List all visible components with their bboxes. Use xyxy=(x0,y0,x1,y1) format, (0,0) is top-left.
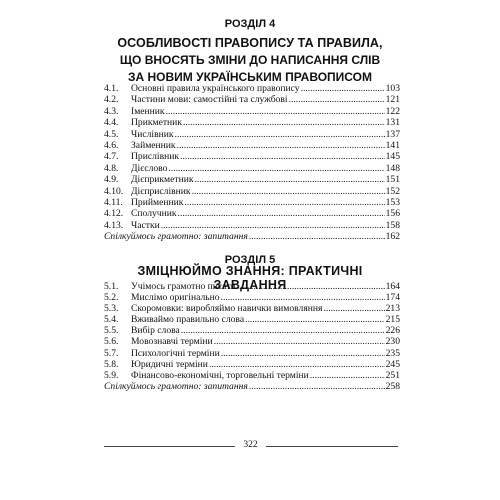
dot-leader xyxy=(289,94,385,105)
toc-entry-title: Спілкуймось грамотно: запитання xyxy=(104,231,248,243)
toc-entry-title: Юридичні терміни xyxy=(131,358,208,370)
dot-leader xyxy=(161,220,385,231)
toc-entry[interactable] xyxy=(104,314,400,325)
toc-entry-page: 121 xyxy=(385,94,400,106)
toc-entry-title: Основні правила українського правопису xyxy=(131,83,300,94)
toc-entry-number: 5.9. xyxy=(104,369,119,381)
toc-entry-number: 4.2. xyxy=(104,94,119,106)
toc-entry-title: Психологічні терміни xyxy=(131,347,220,359)
dot-leader xyxy=(214,336,385,347)
dot-leader xyxy=(183,117,385,128)
footer-rule-left xyxy=(104,446,235,447)
toc-entry-title: Вибір слова xyxy=(131,325,180,337)
toc-entry[interactable] xyxy=(104,174,400,185)
section-4-label: РОЗДІЛ 4 xyxy=(224,18,276,30)
dot-leader xyxy=(184,197,384,208)
toc-entry-title: Скоромовки: виробляймо навички вимовляння xyxy=(131,303,323,315)
toc-entry[interactable] xyxy=(104,336,400,347)
toc-entry[interactable] xyxy=(104,197,400,208)
dot-leader xyxy=(301,83,385,94)
dot-leader xyxy=(177,140,385,151)
toc-entry-number: 4.4. xyxy=(104,117,119,129)
toc-entry-page: 213 xyxy=(385,303,400,315)
toc-entry-number: 4.6. xyxy=(104,139,119,151)
toc-entry-number: 5.6. xyxy=(104,336,119,348)
toc-entry-number: 4.11. xyxy=(104,196,123,208)
dot-leader xyxy=(221,292,385,303)
page-number: 322 xyxy=(243,440,258,450)
dot-leader xyxy=(195,174,385,185)
toc-entry[interactable] xyxy=(104,281,400,292)
section-4-toc xyxy=(104,83,400,242)
toc-entry-title: Частини мови: самостійні та службові xyxy=(131,94,288,106)
toc-entry[interactable] xyxy=(104,94,400,105)
toc-entry-page: 151 xyxy=(385,174,400,186)
toc-entry[interactable] xyxy=(104,186,400,197)
dot-leader xyxy=(168,163,384,174)
toc-entry-page: 148 xyxy=(385,162,400,174)
dot-leader xyxy=(175,129,385,140)
toc-entry-page: 103 xyxy=(385,83,400,94)
toc-entry-page: 153 xyxy=(385,196,400,208)
toc-entry-title: Спілкуймось грамотно: запитання xyxy=(104,380,248,392)
toc-entry[interactable] xyxy=(104,208,400,219)
section-5-toc xyxy=(104,281,400,392)
toc-entry-number: 4.5. xyxy=(104,128,119,140)
toc-entry-page: 141 xyxy=(385,139,400,151)
dot-leader xyxy=(180,151,385,162)
section-4-title-line-3: ЗА НОВИМ УКРАЇНСЬКИМ ПРАВОПИСОМ xyxy=(128,70,372,84)
toc-entry[interactable] xyxy=(104,140,400,151)
dot-leader xyxy=(249,381,385,392)
section-4-title-line-2: ЩО ВНОСЯТЬ ЗМІНИ ДО НАПИСАННЯ СЛІВ xyxy=(119,53,381,67)
toc-entry-page: 174 xyxy=(385,292,400,304)
toc-entry-number: 4.1. xyxy=(104,83,119,94)
toc-entry-page: 152 xyxy=(385,185,400,197)
toc-entry-number: 4.9. xyxy=(104,174,119,186)
toc-entry-page: 162 xyxy=(385,231,400,243)
dot-leader xyxy=(209,359,385,370)
toc-entry-title: Дієприкметник xyxy=(131,174,194,186)
toc-entry[interactable] xyxy=(104,151,400,162)
dot-leader xyxy=(166,106,385,117)
toc-entry-number: 4.12. xyxy=(104,208,124,220)
toc-entry[interactable] xyxy=(104,220,400,231)
toc-entry-title: Вживаймо правильно слова xyxy=(131,314,245,326)
toc-entry-number: 4.7. xyxy=(104,151,119,163)
toc-entry[interactable] xyxy=(104,83,400,94)
toc-entry[interactable] xyxy=(104,129,400,140)
dot-leader xyxy=(237,281,385,292)
dot-leader xyxy=(178,208,385,219)
toc-entry-page: 156 xyxy=(385,208,400,220)
section-5-label: РОЗДІЛ 5 xyxy=(224,254,276,266)
toc-entry-number: 5.8. xyxy=(104,358,119,370)
section-4-title-line-1: ОСОБЛИВОСТІ ПРАВОПИСУ ТА ПРАВИЛА, xyxy=(117,36,383,50)
toc-entry-page: 215 xyxy=(385,314,400,326)
dot-leader xyxy=(192,186,385,197)
toc-entry-title: Фінансово-економічні, торговельні терміни xyxy=(131,369,309,381)
toc-entry[interactable] xyxy=(104,163,400,174)
toc-entry-title: Прийменник xyxy=(131,196,184,208)
toc-entry-number: 4.10. xyxy=(104,185,124,197)
footer-rule-right xyxy=(266,446,398,447)
toc-entry-number: 5.4. xyxy=(104,314,119,326)
toc-entry-title: Учімось грамотно писати xyxy=(131,281,236,292)
toc-entry-page: 245 xyxy=(385,358,400,370)
toc-entry-number: 5.7. xyxy=(104,347,119,359)
toc-entry[interactable] xyxy=(104,117,400,128)
toc-entry-title: Мовознавчі терміни xyxy=(131,336,213,348)
toc-closing-entry[interactable] xyxy=(104,231,400,242)
toc-entry-number: 4.3. xyxy=(104,105,119,117)
toc-entry-number: 5.3. xyxy=(104,303,119,315)
toc-entry-page: 226 xyxy=(385,325,400,337)
toc-entry-page: 137 xyxy=(385,128,400,140)
toc-entry-title: Дієприслівник xyxy=(131,185,191,197)
dot-leader xyxy=(245,314,385,325)
toc-entry-title: Сполучник xyxy=(131,208,177,220)
toc-entry[interactable] xyxy=(104,106,400,117)
dot-leader xyxy=(310,370,385,381)
dot-leader xyxy=(323,303,384,314)
toc-entry-number: 5.5. xyxy=(104,325,119,337)
toc-entry[interactable] xyxy=(104,359,400,370)
toc-closing-entry[interactable] xyxy=(104,381,400,392)
toc-entry-number: 5.1. xyxy=(104,281,119,292)
toc-entry-page: 251 xyxy=(385,369,400,381)
toc-entry-title: Прислівник xyxy=(131,151,180,163)
toc-entry-page: 131 xyxy=(385,117,400,129)
dot-leader xyxy=(181,325,385,336)
section-5-title: ЗМІЦНЮЙМО ЗНАННЯ: ПРАКТИЧНІ ЗАВДАННЯ xyxy=(137,264,363,292)
toc-entry-page: 235 xyxy=(385,347,400,359)
toc-entry[interactable] xyxy=(104,370,400,381)
toc-entry-page: 258 xyxy=(385,380,400,392)
toc-entry-page: 145 xyxy=(385,151,400,163)
toc-entry-number: 5.2. xyxy=(104,292,119,304)
toc-entry-title: Займенник xyxy=(131,139,176,151)
dot-leader xyxy=(249,231,385,242)
toc-entry-page: 158 xyxy=(385,219,400,231)
toc-entry[interactable] xyxy=(104,325,400,336)
toc-entry-page: 230 xyxy=(385,336,400,348)
toc-entry-title: Прикметник xyxy=(131,117,182,129)
toc-entry-title: Частки xyxy=(131,219,160,231)
toc-entry-title: Дієслово xyxy=(131,162,168,174)
toc-entry[interactable] xyxy=(104,303,400,314)
toc-entry-number: 4.13. xyxy=(104,219,124,231)
toc-entry-page: 164 xyxy=(385,281,400,292)
toc-entry-page: 122 xyxy=(385,105,400,117)
toc-entry-title: Мислімо оригінально xyxy=(131,292,220,304)
toc-entry-number: 4.8. xyxy=(104,162,119,174)
toc-entry[interactable] xyxy=(104,348,400,359)
dot-leader xyxy=(221,348,385,359)
toc-entry[interactable] xyxy=(104,292,400,303)
toc-entry-title: Іменник xyxy=(131,105,165,117)
toc-entry-title: Числівник xyxy=(131,128,174,140)
